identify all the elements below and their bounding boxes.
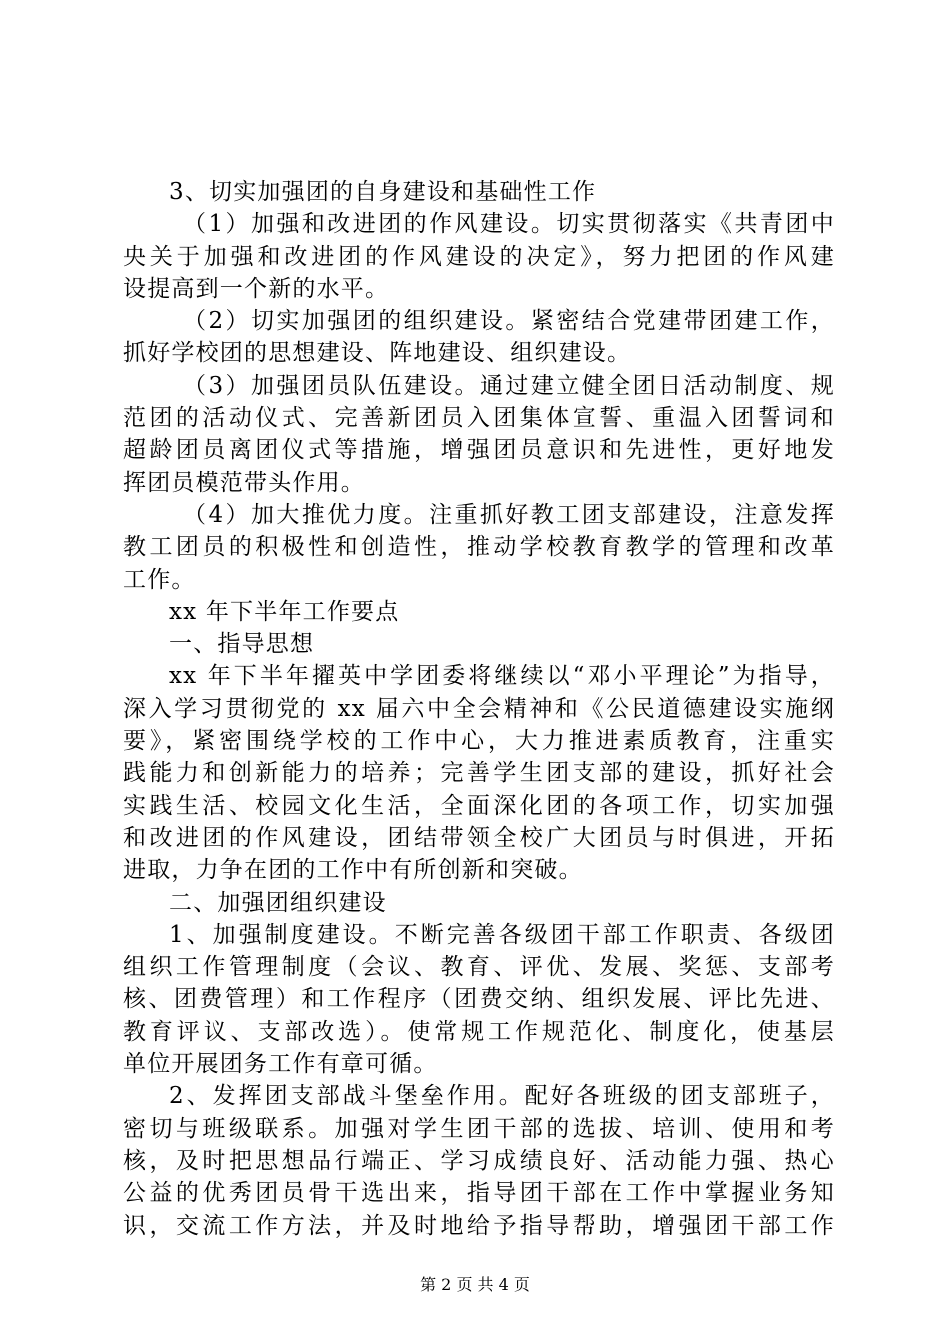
text-line: 单位开展团务工作有章可循。 bbox=[123, 1051, 438, 1078]
text-line: 核、团费管理）和工作程序（团费交纳、组织发展、评比先进、 bbox=[123, 986, 835, 1013]
text-line: 深入学习贯彻党的 xx 届六中全会精神和《公民道德建设实施纲 bbox=[123, 695, 835, 722]
text-line: 3、切实加强团的自身建设和基础性工作 bbox=[169, 179, 597, 205]
text-line: 教育评议、支部改选）。使常规工作规范化、制度化，使基层 bbox=[123, 1018, 835, 1045]
text-line: 和改进团的作风建设，团结带领全校广大团员与时俱进，开拓 bbox=[123, 824, 835, 851]
text-line: （2）切实加强团的组织建设。紧密结合党建带团建工作， bbox=[183, 308, 835, 335]
text-line: （4）加大推优力度。注重抓好教工团支部建设，注意发挥 bbox=[183, 501, 835, 528]
text-line: 教工团员的积极性和创造性，推动学校教育教学的管理和改革 bbox=[123, 534, 835, 561]
text-line: 公益的优秀团员骨干选出来，指导团干部在工作中掌握业务知 bbox=[123, 1180, 835, 1207]
text-line: 一、指导思想 bbox=[169, 631, 315, 658]
text-line: 密切与班级联系。加强对学生团干部的选拔、培训、使用和考 bbox=[123, 1115, 835, 1142]
text-line: 超龄团员离团仪式等措施，增强团员意识和先进性，更好地发 bbox=[123, 437, 835, 464]
page-footer: 第 2 页 共 4 页 bbox=[420, 1275, 530, 1294]
text-line: 组织工作管理制度（会议、教育、评优、发展、奖惩、支部考 bbox=[123, 954, 835, 981]
text-line: 1、加强制度建设。不断完善各级团干部工作职责、各级团 bbox=[169, 921, 835, 948]
text-line: 范团的活动仪式、完善新团员入团集体宣誓、重温入团誓词和 bbox=[123, 405, 835, 432]
text-line: 央关于加强和改进团的作风建设的决定》，努力把团的作风建 bbox=[123, 243, 835, 270]
text-line: 实践生活、校园文化生活，全面深化团的各项工作，切实加强 bbox=[123, 792, 835, 819]
text-line: 进取，力争在团的工作中有所创新和突破。 bbox=[123, 857, 583, 884]
text-line: 要》，紧密围绕学校的工作中心，大力推进素质教育，注重实 bbox=[123, 728, 835, 755]
text-line: xx 年下半年擢英中学团委将继续以“邓小平理论”为指导， bbox=[169, 663, 835, 690]
text-line: （1）加强和改进团的作风建设。切实贯彻落实《共青团中 bbox=[183, 211, 835, 238]
text-line: 设提高到一个新的水平。 bbox=[123, 275, 390, 302]
text-line: （3）加强团员队伍建设。通过建立健全团日活动制度、规 bbox=[183, 372, 835, 399]
document-body bbox=[123, 176, 835, 1242]
text-line: 践能力和创新能力的培养；完善学生团支部的建设，抓好社会 bbox=[123, 760, 835, 787]
text-line: 2、发挥团支部战斗堡垒作用。配好各班级的团支部班子， bbox=[169, 1083, 835, 1110]
text-line: 抓好学校团的思想建设、阵地建设、组织建设。 bbox=[123, 340, 632, 367]
text-line: 工作。 bbox=[123, 566, 196, 593]
text-line: 核，及时把思想品行端正、学习成绩良好、活动能力强、热心 bbox=[123, 1147, 835, 1174]
text-line: 挥团员模范带头作用。 bbox=[123, 469, 365, 496]
text-line: 二、加强团组织建设 bbox=[169, 889, 387, 916]
text-line: 识，交流工作方法，并及时地给予指导帮助，增强团干部工作 bbox=[123, 1212, 835, 1239]
text-line: xx 年下半年工作要点 bbox=[169, 598, 400, 625]
